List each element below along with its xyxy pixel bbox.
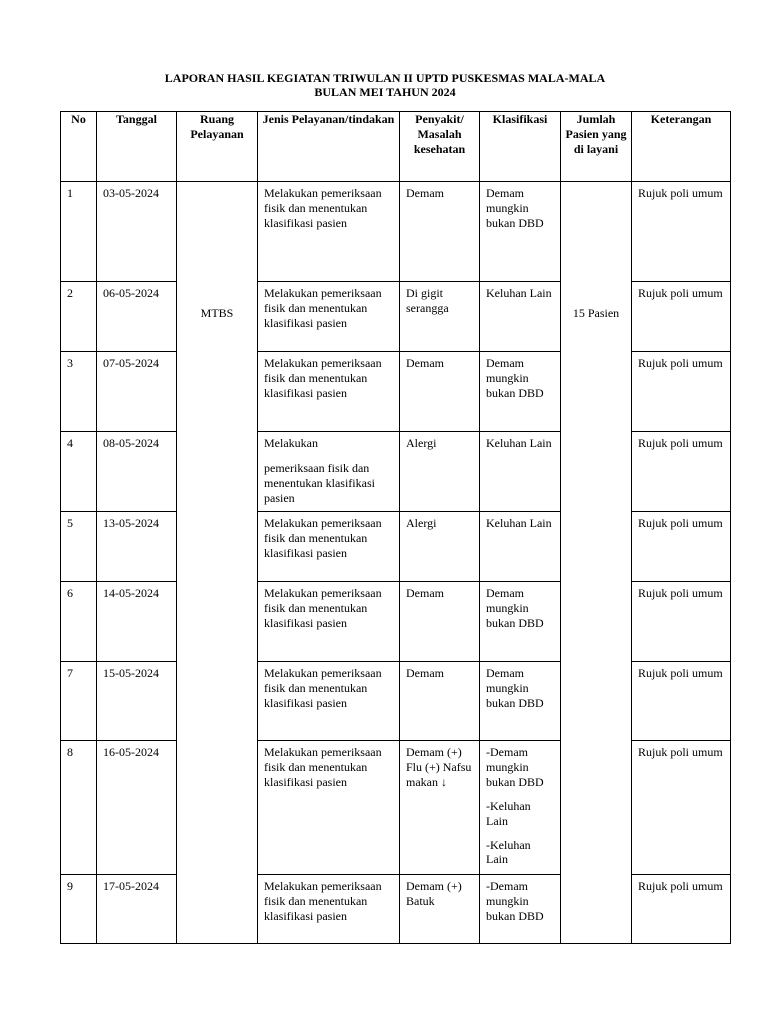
cell-jenis: Melakukan pemeriksaan fisik dan menentukan klasifikasi pasien xyxy=(258,182,400,282)
cell-jenis: Melakukan pemeriksaan fisik dan menentukan klasifikasi pasien xyxy=(258,741,400,875)
cell-jenis: Melakukan pemeriksaan fisik dan menentukan klasifikasi pasien xyxy=(258,352,400,432)
header-no: No xyxy=(61,112,97,182)
cell-keterangan: Rujuk poli umum xyxy=(632,352,731,432)
cell-jenis xyxy=(258,432,400,512)
cell-no: 4 xyxy=(61,432,97,512)
cell-keterangan: Rujuk poli umum xyxy=(632,875,731,944)
header-klasifikasi: Klasifikasi xyxy=(480,112,561,182)
cell-klasifikasi: Keluhan Lain xyxy=(480,512,561,582)
cell-penyakit: Alergi xyxy=(400,512,480,582)
report-title-line1: LAPORAN HASIL KEGIATAN TRIWULAN II UPTD PUSKESMAS MALA-MALA xyxy=(164,71,606,85)
cell-jenis: Melakukan pemeriksaan fisik dan menentukan klasifikasi pasien xyxy=(258,662,400,741)
cell-klasifikasi-item: -Keluhan Lain xyxy=(486,798,531,828)
cell-klasifikasi: Demam mungkin bukan DBD xyxy=(480,352,561,432)
cell-jenis: Melakukan pemeriksaan fisik dan menentukan klasifikasi pasien xyxy=(258,282,400,352)
table-row xyxy=(61,182,731,282)
cell-tanggal: 03-05-2024 xyxy=(97,182,177,282)
cell-tanggal: 08-05-2024 xyxy=(97,432,177,512)
cell-klasifikasi-item: -Keluhan Lain xyxy=(486,837,531,867)
cell-penyakit: Demam (+) Flu (+) Nafsu makan ↓ xyxy=(400,741,480,875)
report-title-line2: BULAN MEI TAHUN 2024 xyxy=(314,85,456,99)
cell-klasifikasi: Keluhan Lain xyxy=(480,282,561,352)
cell-tanggal: 13-05-2024 xyxy=(97,512,177,582)
cell-no: 6 xyxy=(61,582,97,662)
cell-keterangan: Rujuk poli umum xyxy=(632,582,731,662)
cell-klasifikasi: Demam mungkin bukan DBD xyxy=(480,582,561,662)
header-keterangan: Keterangan xyxy=(632,112,731,182)
cell-penyakit: Di gigit serangga xyxy=(400,282,480,352)
cell-keterangan: Rujuk poli umum xyxy=(632,512,731,582)
cell-penyakit: Demam xyxy=(400,582,480,662)
cell-jenis-line1: Melakukan xyxy=(264,436,318,450)
header-ruang-pelayanan: Ruang Pelayanan xyxy=(177,112,258,182)
cell-klasifikasi: Demam mungkin bukan DBD xyxy=(480,182,561,282)
cell-tanggal: 06-05-2024 xyxy=(97,282,177,352)
cell-klasifikasi: Demam mungkin bukan DBD xyxy=(480,662,561,741)
cell-penyakit: Demam xyxy=(400,352,480,432)
header-jumlah-pasien: Jumlah Pasien yang di layani xyxy=(561,112,632,182)
cell-keterangan: Rujuk poli umum xyxy=(632,182,731,282)
cell-keterangan: Rujuk poli umum xyxy=(632,282,731,352)
cell-penyakit: Demam xyxy=(400,182,480,282)
cell-klasifikasi: Keluhan Lain xyxy=(480,432,561,512)
cell-klasifikasi xyxy=(480,741,561,875)
cell-tanggal: 16-05-2024 xyxy=(97,741,177,875)
cell-no: 2 xyxy=(61,282,97,352)
cell-no: 5 xyxy=(61,512,97,582)
ruang-pelayanan-value: MTBS xyxy=(200,306,234,320)
cell-no: 3 xyxy=(61,352,97,432)
cell-tanggal: 17-05-2024 xyxy=(97,875,177,944)
report-table xyxy=(60,111,731,944)
cell-penyakit: Demam xyxy=(400,662,480,741)
cell-no: 8 xyxy=(61,741,97,875)
cell-keterangan: Rujuk poli umum xyxy=(632,432,731,512)
cell-jenis: Melakukan pemeriksaan fisik dan menentukan klasifikasi pasien xyxy=(258,582,400,662)
cell-tanggal: 07-05-2024 xyxy=(97,352,177,432)
cell-penyakit: Demam (+) Batuk xyxy=(400,875,480,944)
cell-no: 7 xyxy=(61,662,97,741)
cell-jenis: Melakukan pemeriksaan fisik dan menentukan klasifikasi pasien xyxy=(258,875,400,944)
header-tanggal: Tanggal xyxy=(97,112,177,182)
cell-ruang-pelayanan xyxy=(177,182,258,944)
cell-keterangan: Rujuk poli umum xyxy=(632,741,731,875)
cell-no: 1 xyxy=(61,182,97,282)
cell-tanggal: 15-05-2024 xyxy=(97,662,177,741)
cell-klasifikasi-item: -Demam mungkin bukan DBD xyxy=(486,745,544,789)
cell-no: 9 xyxy=(61,875,97,944)
cell-klasifikasi: -Demam mungkin bukan DBD xyxy=(480,875,561,944)
cell-tanggal: 14-05-2024 xyxy=(97,582,177,662)
cell-jenis-line2: pemeriksaan fisik dan menentukan klasifikasi pasien xyxy=(264,460,375,505)
cell-keterangan: Rujuk poli umum xyxy=(632,662,731,741)
cell-jenis: Melakukan pemeriksaan fisik dan menentukan klasifikasi pasien xyxy=(258,512,400,582)
header-row xyxy=(61,112,731,182)
cell-jumlah-pasien xyxy=(561,182,632,944)
jumlah-pasien-value: 15 Pasien xyxy=(572,306,620,320)
header-penyakit: Penyakit/ Masalah kesehatan xyxy=(400,112,480,182)
cell-penyakit: Alergi xyxy=(400,432,480,512)
report-title xyxy=(0,71,768,99)
header-jenis-pelayanan: Jenis Pelayanan/tindakan xyxy=(258,112,400,182)
